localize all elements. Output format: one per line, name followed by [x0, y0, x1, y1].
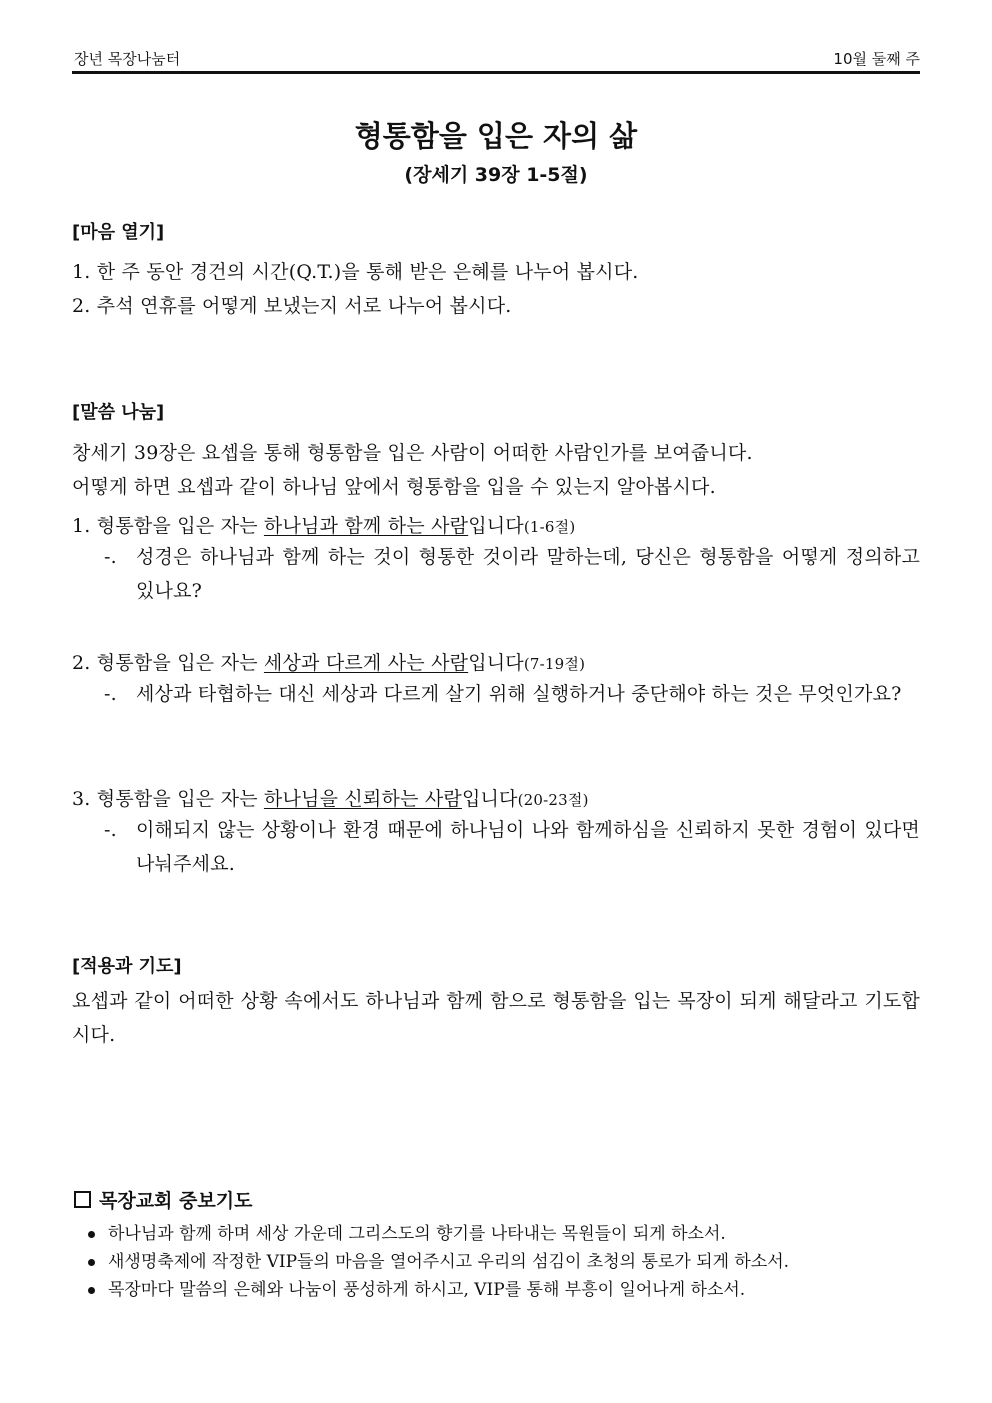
- apply-prayer-text: 요셉과 같이 어떠한 상황 속에서도 하나님과 함께 함으로 형통함을 입는 목장이 되게 해달라고 기도합시다.: [72, 990, 920, 1046]
- point-3-prefix: 3. 형통함을 입은 자는: [72, 788, 264, 810]
- page-subtitle: (장세기 39장 1-5절): [404, 164, 588, 186]
- intercession-item-2: 새생명축제에 작정한 VIP들의 마음을 열어주시고 우리의 섬김이 초청의 통로가 되게 하소서.: [108, 1252, 790, 1272]
- checkbox-icon: [74, 1191, 91, 1208]
- page-header: [72, 44, 920, 72]
- header-right: 10월 둘째 주: [833, 50, 920, 68]
- point-2-prefix: 2. 형통함을 입은 자는: [72, 652, 264, 674]
- point-1-heading: [72, 511, 575, 538]
- word-intro-line-1: 창세기 39장은 요셉을 통해 형통함을 입은 사람이 어떠한 사람인가를 보여줍니다.: [72, 442, 753, 464]
- intercession-item-3: 목장마다 말씀의 은혜와 나눔이 풍성하게 하시고, VIP를 통해 부흥이 일어나게 하소서.: [108, 1280, 746, 1300]
- intercession-heading-text: 목장교회 중보기도: [99, 1190, 253, 1212]
- point-2-underlined: 세상과 다르게 사는 사람: [263, 652, 469, 674]
- point-1-question: [104, 540, 920, 608]
- intercession-item-1: 하나님과 함께 하며 세상 가운데 그리스도의 향기를 나타내는 목원들이 되게 하소서.: [108, 1224, 726, 1244]
- point-1-dash: -.: [104, 546, 117, 568]
- point-3-question-text: 이해되지 않는 상황이나 환경 때문에 하나님이 나와 함께하심을 신뢰하지 못한 경험이 있다면 나눠주세요.: [136, 819, 920, 875]
- intercession-list: [86, 1220, 789, 1304]
- point-3-question: [104, 813, 920, 881]
- point-3-underlined: 하나님을 신뢰하는 사람: [263, 788, 462, 810]
- point-2-suffix: 입니다: [468, 652, 524, 674]
- point-2-dash: -.: [104, 683, 117, 705]
- page-title: 형통함을 입은 자의 삶: [354, 119, 638, 153]
- point-2-ref: (7-19절): [523, 655, 586, 673]
- point-3-dash: -.: [104, 819, 117, 841]
- bullet-icon: [88, 1259, 95, 1266]
- point-3-heading: [72, 784, 589, 811]
- open-heart-item-1: 1. 한 주 동안 경건의 시간(Q.T.)을 통해 받은 은혜를 나누어 봅시다.: [72, 261, 639, 283]
- bullet-icon: [88, 1287, 95, 1294]
- list-item: [86, 1220, 789, 1248]
- list-item: [86, 1248, 789, 1276]
- header-left: 장년 목장나눔터: [74, 50, 181, 68]
- section-word-sharing-heading: [말씀 나눔]: [72, 402, 165, 423]
- point-2-question-text: 세상과 타협하는 대신 세상과 다르게 살기 위해 실행하거나 중단해야 하는 것은 무엇인가요?: [136, 683, 902, 705]
- point-1-suffix: 입니다: [468, 515, 524, 537]
- point-2-question: [104, 677, 920, 711]
- open-heart-item-2: 2. 추석 연휴를 어떻게 보냈는지 서로 나누어 봅시다.: [72, 295, 512, 317]
- point-1-question-text: 성경은 하나님과 함께 하는 것이 형통한 것이라 말하는데, 당신은 형통함을 어떻게 정의하고 있나요?: [136, 546, 920, 602]
- header-divider: [72, 71, 920, 74]
- point-3-ref: (20-23절): [517, 791, 589, 809]
- point-1-prefix: 1. 형통함을 입은 자는: [72, 515, 264, 537]
- point-1-ref: (1-6절): [523, 518, 576, 536]
- section-apply-prayer-heading: [적용과 기도]: [72, 956, 182, 977]
- list-item: [86, 1276, 789, 1304]
- bullet-icon: [88, 1231, 95, 1238]
- point-2-heading: [72, 648, 585, 675]
- point-1-underlined: 하나님과 함께 하는 사람: [263, 515, 469, 537]
- section-open-heart-heading: [마음 열기]: [72, 222, 165, 243]
- intercession-heading: [74, 1186, 252, 1213]
- point-3-suffix: 입니다: [461, 788, 518, 810]
- word-intro-line-2: 어떻게 하면 요셉과 같이 하나님 앞에서 형통함을 입을 수 있는지 알아봅시다.: [72, 476, 716, 498]
